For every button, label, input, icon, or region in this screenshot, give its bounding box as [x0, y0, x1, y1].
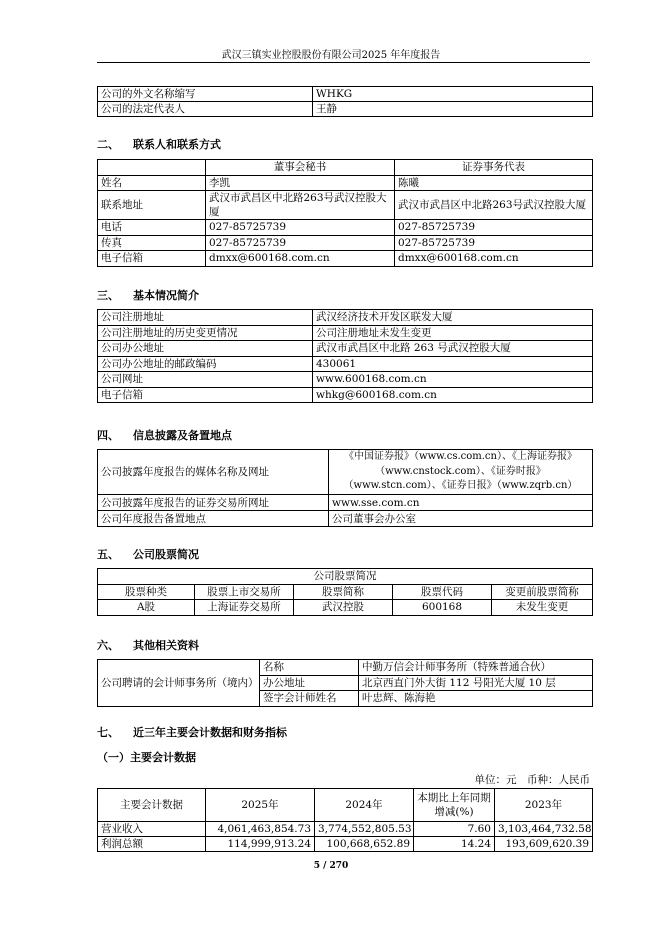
column-header: 股票上市交易所 — [195, 584, 294, 600]
cell: 114,999,913.24 — [206, 837, 315, 852]
column-header: 股票代码 — [393, 584, 492, 600]
table-title-row — [98, 569, 593, 585]
cell: A股 — [98, 600, 195, 616]
row-label: 营业收入 — [98, 822, 206, 837]
column-header: 2023年 — [495, 789, 593, 822]
row-label: 公司注册地址 — [98, 310, 313, 326]
row-label: 电子信箱 — [98, 251, 206, 267]
row-label: 公司注册地址的历史变更情况 — [98, 325, 313, 341]
row-label: 公司披露年度报告的媒体名称及网址 — [98, 450, 329, 495]
row-label: 传真 — [98, 235, 206, 251]
column-header: 主要会计数据 — [98, 789, 206, 822]
row-value: 公司董事会办公室 — [329, 511, 593, 527]
section-title: 信息披露及备置地点 — [133, 429, 232, 442]
column-header: 证券事务代表 — [395, 160, 593, 176]
row-label: 利润总额 — [98, 837, 206, 852]
row-value: 公司注册地址未发生变更 — [313, 325, 593, 341]
row-value: www.600168.com.cn — [313, 372, 593, 388]
section-heading-basic-info — [97, 287, 199, 303]
auditor-table — [97, 659, 593, 707]
row-value: 王静 — [313, 102, 593, 117]
row-label: 姓名 — [98, 175, 206, 191]
unit-label: 单位：元 币种：人民币 — [474, 774, 590, 786]
table-row — [98, 660, 593, 676]
row-label: 电子信箱 — [98, 387, 313, 403]
financial-data-table — [97, 788, 593, 852]
table-title: 公司股票简况 — [98, 569, 593, 585]
table-row — [98, 372, 593, 388]
cell: 027-85725739 — [206, 235, 395, 251]
row-label: 公司办公地址 — [98, 341, 313, 357]
cell: 3,103,464,732.58 — [495, 822, 593, 837]
basic-info-table — [97, 309, 593, 403]
cell: dmxx@600168.com.cn — [395, 251, 593, 267]
column-header: 股票简称 — [294, 584, 393, 600]
section-heading-stock — [97, 546, 199, 562]
cell: dmxx@600168.com.cn — [206, 251, 395, 267]
cell: 027-85725739 — [206, 220, 395, 236]
row-key: 办公地址 — [260, 675, 359, 691]
row-label: 联系地址 — [98, 191, 206, 220]
auditor-label: 公司聘请的会计师事务所（境内） — [98, 660, 260, 707]
section-number: 五、 — [97, 548, 119, 561]
table-header-row — [98, 789, 593, 822]
table-row — [98, 387, 593, 403]
section-number: 六、 — [97, 639, 119, 652]
row-value: 北京西直门外大街 112 号阳光大厦 10 层 — [359, 675, 593, 691]
table-row — [98, 235, 593, 251]
table-row — [98, 495, 593, 511]
row-value: 中勤万信会计师事务所（特殊普通合伙） — [359, 660, 593, 676]
table-header-row — [98, 584, 593, 600]
table-row — [98, 191, 593, 220]
row-key: 签字会计师姓名 — [260, 691, 359, 707]
table-row — [98, 325, 593, 341]
subsection-number: （一） — [97, 751, 130, 764]
cell: 未发生变更 — [492, 600, 593, 616]
section-heading-financials — [97, 724, 287, 740]
column-header: 董事会秘书 — [206, 160, 395, 176]
section-title: 公司股票简况 — [133, 548, 199, 561]
table-row — [98, 511, 593, 527]
row-value: whkg@600168.com.cn — [313, 387, 593, 403]
table-row — [98, 341, 593, 357]
subsection-heading — [97, 749, 196, 765]
column-header: 2025年 — [206, 789, 315, 822]
cell: 100,668,652.89 — [315, 837, 414, 852]
section-heading-disclosure — [97, 427, 232, 443]
row-label: 电话 — [98, 220, 206, 236]
column-header: 股票种类 — [98, 584, 195, 600]
table-row — [98, 356, 593, 372]
row-value: 《中国证券报》（www.cs.com.cn）、《上海证券报》（www.cnstock.com）、《证券时报》（www.stcn.com）、《证券日报》（www.zqrb.cn） — [329, 450, 593, 495]
table-header-row — [98, 160, 593, 176]
section-number: 三、 — [97, 289, 119, 302]
subsection-title: 主要会计数据 — [130, 751, 196, 764]
header-rule — [97, 62, 590, 63]
cell: 3,774,552,805.53 — [315, 822, 414, 837]
table-row — [98, 102, 593, 117]
row-label: 公司的法定代表人 — [98, 102, 313, 117]
column-header: 2024年 — [315, 789, 414, 822]
row-key: 名称 — [260, 660, 359, 676]
section-number: 二、 — [97, 138, 119, 151]
cell: 武汉市武昌区中北路263号武汉控股大厦 — [206, 191, 395, 220]
cell: 14.24 — [414, 837, 495, 852]
section-title: 其他相关资料 — [133, 639, 199, 652]
row-value: 430061 — [313, 356, 593, 372]
section-title: 近三年主要会计数据和财务指标 — [133, 726, 287, 739]
cell: 027-85725739 — [395, 235, 593, 251]
cell: 7.60 — [414, 822, 495, 837]
cell: 李凯 — [206, 175, 395, 191]
cell: 武汉控股 — [294, 600, 393, 616]
company-info-table — [97, 86, 593, 117]
stock-table — [97, 568, 593, 616]
row-value: 武汉市武昌区中北路 263 号武汉控股大厦 — [313, 341, 593, 357]
row-value: WHKG — [313, 87, 593, 102]
row-label: 公司披露年度报告的证券交易所网址 — [98, 495, 329, 511]
row-value: www.sse.com.cn — [329, 495, 593, 511]
cell: 4,061,463,854.73 — [206, 822, 315, 837]
row-label: 公司年度报告备置地点 — [98, 511, 329, 527]
disclosure-table — [97, 449, 593, 527]
cell: 上海证券交易所 — [195, 600, 294, 616]
table-row — [98, 600, 593, 616]
section-title: 基本情况简介 — [133, 289, 199, 302]
contacts-table — [97, 159, 593, 267]
table-row — [98, 837, 593, 852]
table-row — [98, 251, 593, 267]
table-row — [98, 220, 593, 236]
row-value: 叶忠辉、陈海艳 — [359, 691, 593, 707]
row-label: 公司办公地址的邮政编码 — [98, 356, 313, 372]
cell: 193,609,620.39 — [495, 837, 593, 852]
column-header: 变更前股票简称 — [492, 584, 593, 600]
page-header: 武汉三镇实业控股股份有限公司2025 年年度报告 — [221, 50, 441, 61]
section-number: 四、 — [97, 429, 119, 442]
section-number: 七、 — [97, 726, 119, 739]
table-row — [98, 175, 593, 191]
cell: 陈曦 — [395, 175, 593, 191]
table-row — [98, 822, 593, 837]
cell: 武汉市武昌区中北路263号武汉控股大厦 — [395, 191, 593, 220]
row-label: 公司的外文名称缩写 — [98, 87, 313, 102]
section-title: 联系人和联系方式 — [133, 138, 221, 151]
column-header: 本期比上年同期增减(%) — [414, 789, 495, 822]
table-row — [98, 450, 593, 495]
section-heading-other — [97, 637, 199, 653]
row-value: 武汉经济技术开发区联发大厦 — [313, 310, 593, 326]
row-label: 公司网址 — [98, 372, 313, 388]
section-heading-contacts — [97, 136, 221, 152]
page-number: 5 / 270 — [313, 861, 349, 871]
cell: 027-85725739 — [395, 220, 593, 236]
cell: 600168 — [393, 600, 492, 616]
table-row — [98, 87, 593, 102]
table-row — [98, 310, 593, 326]
